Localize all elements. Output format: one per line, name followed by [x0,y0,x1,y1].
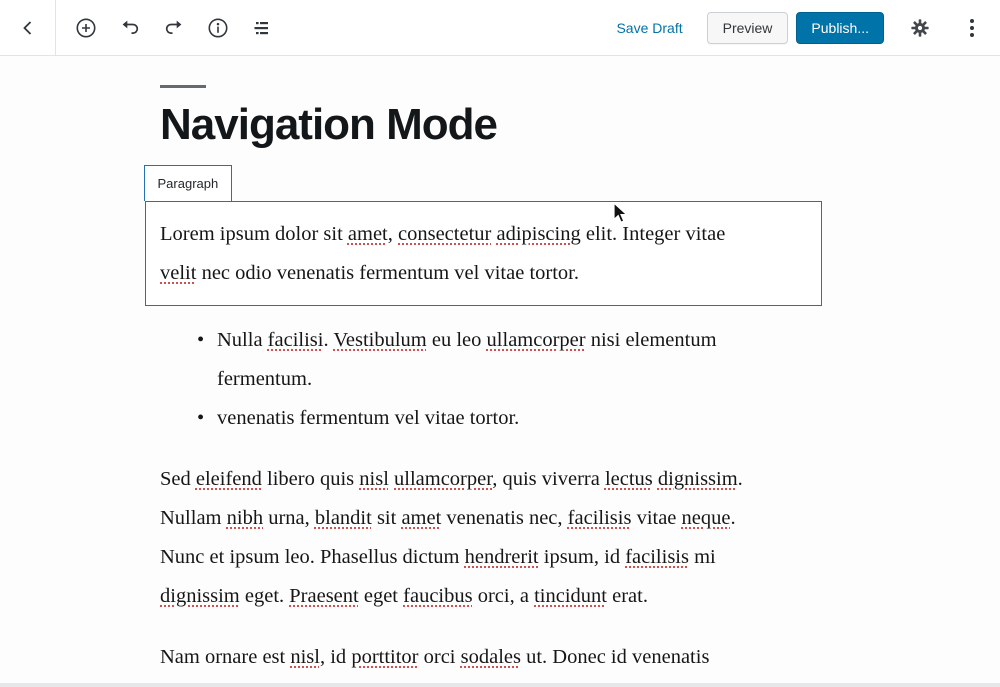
list-item-line [160,321,1000,360]
text-segment: Nunc et ipsum leo. Phasellus dictum [160,546,465,568]
misspelled-word: consectetur [398,223,492,245]
text-segment: nisi elementum [585,329,717,351]
misspelled-word: facilisis [567,507,632,529]
paragraph-block-2[interactable] [160,460,1000,616]
misspelled-word: sodales [460,646,521,668]
paragraph-block-3[interactable] [160,638,1000,677]
misspelled-word: nisl [359,468,389,490]
text-segment: . [730,507,736,529]
text-segment: orci [418,646,461,668]
misspelled-word: facilisis [625,546,689,568]
block-type-label-text: Paragraph [157,176,219,191]
text-segment: sit [371,507,402,529]
misspelled-word: faucibus [403,585,473,607]
publish-button[interactable]: Publish... [796,12,884,44]
text-segment: Nam ornare est [160,646,291,668]
editor-toolbar [0,0,1000,56]
text-segment: eget. [239,585,290,607]
list-item-line [160,360,1000,399]
misspelled-word: nibh [226,507,264,529]
misspelled-word: facilisi [267,329,324,351]
text-segment: urna, [263,507,315,529]
info-icon [206,16,230,40]
text-segment: elit. Integer vitae [580,223,726,245]
text-segment: venenatis nec, [441,507,568,529]
misspelled-word: ullamcorper [486,329,586,351]
text-segment: orci, a [472,585,535,607]
list-bullet: • [197,407,205,429]
text-segment: Lorem ipsum dolor sit [160,223,348,245]
selected-paragraph-block[interactable] [145,201,822,306]
add-block-button[interactable] [70,12,102,44]
text-segment: . [737,468,743,490]
text-segment: Sed [160,468,196,490]
text-segment: vitae [631,507,682,529]
misspelled-word: nisl [290,646,320,668]
document-outline-button[interactable] [246,12,278,44]
selected-block-wrapper [145,176,822,306]
settings-button[interactable] [904,12,936,44]
text-segment: Nulla [217,329,268,351]
text-segment: fermentum. [217,368,313,390]
redo-icon [163,17,185,39]
text-segment: . [323,329,334,351]
misspelled-word: Vestibulum [333,329,427,351]
preview-button[interactable]: Preview [707,12,789,44]
save-draft-button[interactable]: Save Draft [616,19,683,36]
misspelled-word: lectus [604,468,653,490]
gear-icon [909,17,931,39]
misspelled-word: dignissim [160,585,240,607]
text-segment: , id [319,646,352,668]
text-segment: ut. Donec id venenatis [520,646,710,668]
title-divider [160,85,206,88]
undo-icon [119,17,141,39]
text-segment: Nullam [160,507,227,529]
more-options-button[interactable] [956,12,988,44]
back-button[interactable] [0,0,56,55]
redo-button[interactable] [158,12,190,44]
misspelled-word: ullamcorper [394,468,493,490]
misspelled-word: amet [401,507,442,529]
text-segment: eu leo [426,329,487,351]
misspelled-word: hendrerit [464,546,539,568]
chevron-left-icon [19,19,37,37]
plus-circle-icon [74,16,98,40]
misspelled-word: eleifend [195,468,262,490]
text-segment: nec odio venenatis fermentum vel vitae tortor. [196,262,579,284]
misspelled-word: amet [347,223,388,245]
post-title[interactable]: Navigation Mode [160,100,498,149]
misspelled-word: dignissim [657,468,738,490]
block-type-label[interactable] [144,165,233,201]
misspelled-word: tincidunt [534,585,607,607]
document-outline-icon [250,16,274,40]
text-segment: , quis viverra [492,468,605,490]
text-segment: eget [358,585,404,607]
viewport-bottom-edge [0,683,1000,687]
undo-button[interactable] [114,12,146,44]
editor-canvas [0,85,1000,677]
misspelled-word: porttitor [351,646,419,668]
text-segment: ipsum, id [538,546,626,568]
misspelled-word: velit [160,262,197,284]
bulleted-list-block[interactable] [160,321,1000,438]
vertical-ellipsis-icon [969,17,975,39]
text-segment: libero quis [261,468,360,490]
text-segment: venenatis fermentum vel vitae tortor. [217,407,520,429]
misspelled-word: Praesent [289,585,359,607]
misspelled-word: adipiscing [496,223,581,245]
list-bullet: • [197,329,205,351]
misspelled-word: neque [681,507,731,529]
text-segment: mi [688,546,716,568]
text-segment: erat. [606,585,648,607]
text-segment: , [387,223,398,245]
toolbar-left-group [56,12,278,44]
misspelled-word: blandit [314,507,372,529]
list-item-line [160,399,1000,438]
toolbar-right-group [616,12,1000,44]
info-button[interactable] [202,12,234,44]
